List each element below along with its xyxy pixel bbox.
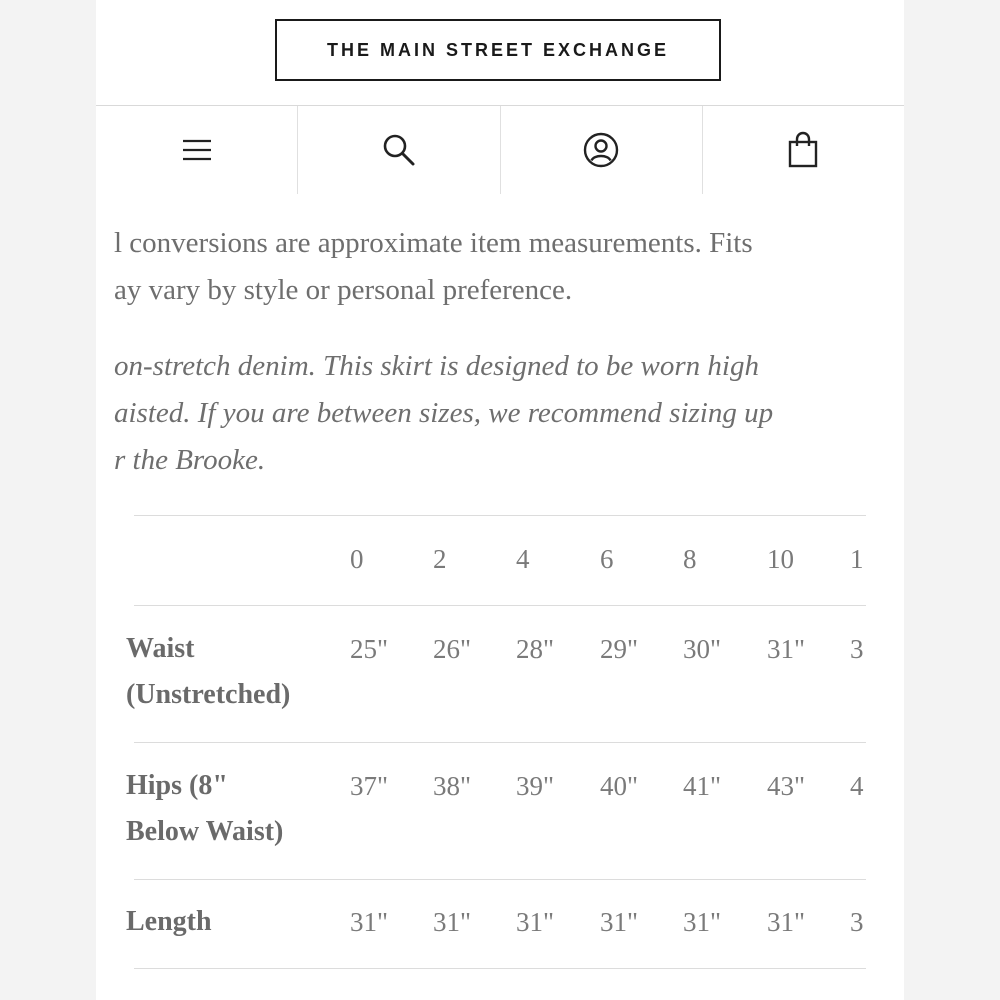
search-icon	[382, 133, 416, 167]
table-cell: 31"	[683, 907, 722, 937]
table-divider	[134, 515, 866, 516]
table-cell: 31"	[767, 907, 806, 937]
table-cell: 38"	[433, 771, 472, 801]
search-button[interactable]	[297, 106, 499, 194]
table-cell: 3	[850, 907, 864, 937]
table-cell: 31"	[767, 634, 806, 664]
table-cell: 30"	[683, 634, 722, 664]
size-header: 4	[516, 544, 530, 574]
size-guide	[114, 200, 866, 1000]
row-label	[126, 626, 290, 718]
table-cell: 29"	[600, 634, 639, 664]
cart-button[interactable]	[702, 106, 904, 194]
size-conversion-line: l conversions are approximate item measurements. Fits	[114, 227, 753, 259]
fit-note-line: aisted. If you are between sizes, we recommend sizing up	[114, 397, 774, 429]
size-header: 10	[767, 544, 794, 574]
fit-note-line: on-stretch denim. This skirt is designed to be worn high	[114, 350, 759, 382]
bag-icon	[788, 132, 818, 168]
size-header: 0	[350, 544, 364, 574]
row-label-line: Below Waist)	[126, 816, 284, 847]
table-cell: 37"	[350, 771, 389, 801]
menu-button[interactable]	[96, 106, 297, 194]
table-divider	[134, 879, 866, 880]
table-cell: 26"	[433, 634, 472, 664]
table-cell: 40"	[600, 771, 639, 801]
nav-bar	[96, 105, 904, 194]
table-cell: 31"	[516, 907, 555, 937]
table-divider	[134, 605, 866, 606]
size-conversion-line: ay vary by style or personal preference.	[114, 274, 573, 306]
table-cell: 31"	[600, 907, 639, 937]
size-conversion-note	[114, 220, 874, 314]
row-label-line: Length	[126, 906, 212, 937]
brand-name: THE MAIN STREET EXCHANGE	[326, 39, 670, 60]
account-icon	[583, 132, 619, 168]
table-divider	[134, 968, 866, 969]
menu-icon	[182, 138, 212, 162]
table-cell: 3	[850, 634, 864, 664]
row-label	[126, 899, 212, 945]
row-label	[126, 763, 283, 855]
table-cell: 31"	[350, 907, 389, 937]
table-cell: 25"	[350, 634, 389, 664]
table-divider	[134, 742, 866, 743]
row-label-line: (Unstretched)	[126, 679, 291, 710]
brand-logo[interactable]	[275, 19, 721, 81]
table-cell: 43"	[767, 771, 806, 801]
size-header: 8	[683, 544, 697, 574]
table-cell: 41"	[683, 771, 722, 801]
fit-note	[114, 343, 874, 484]
row-label-line: Waist	[126, 633, 195, 664]
table-cell: 28"	[516, 634, 555, 664]
table-cell: 31"	[433, 907, 472, 937]
size-header: 6	[600, 544, 614, 574]
size-header: 2	[433, 544, 447, 574]
table-cell: 39"	[516, 771, 555, 801]
account-button[interactable]	[500, 106, 702, 194]
table-cell: 4	[850, 771, 864, 801]
row-label-line: Hips (8"	[126, 770, 228, 801]
size-header: 1	[850, 544, 864, 574]
fit-note-line: r the Brooke.	[114, 444, 266, 476]
